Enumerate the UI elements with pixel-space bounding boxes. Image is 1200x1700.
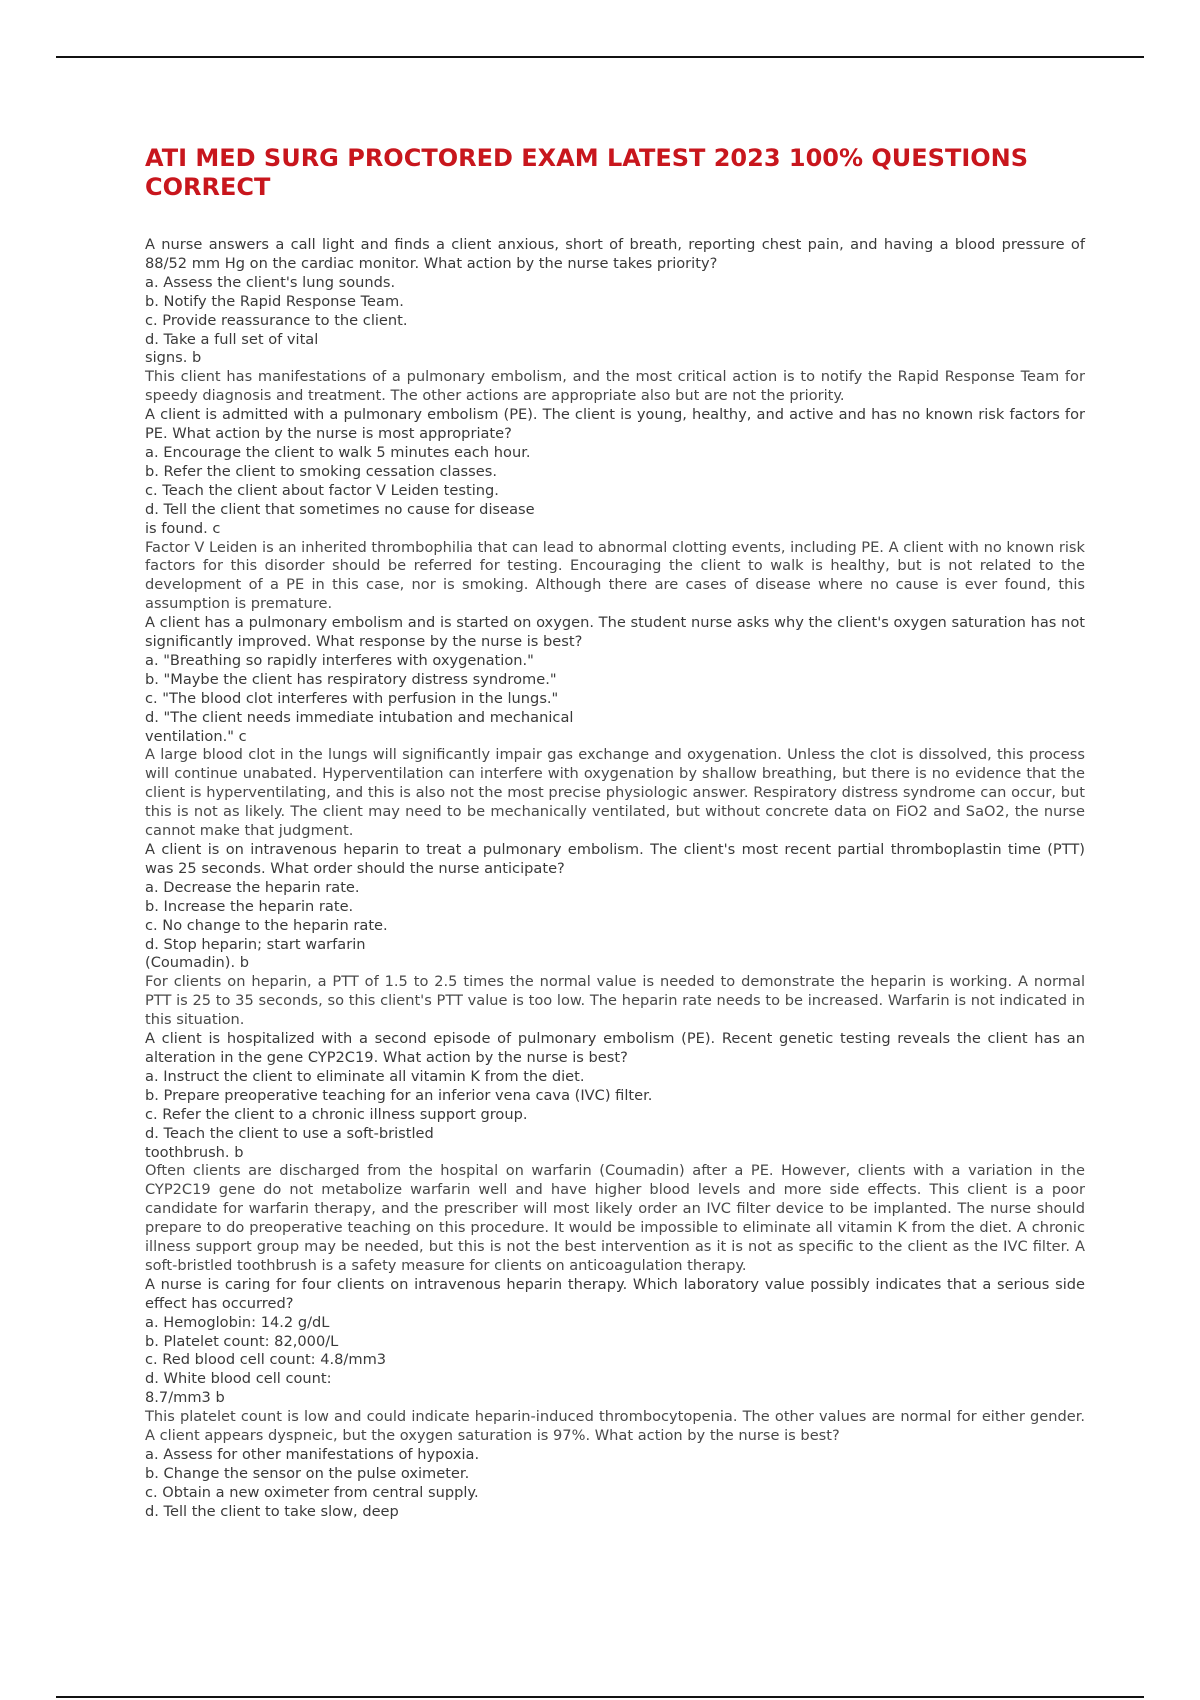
question-block bbox=[145, 841, 1085, 1030]
question-block bbox=[145, 406, 1085, 614]
answer-key: is found. c bbox=[145, 519, 221, 537]
answer-key: signs. b bbox=[145, 349, 202, 367]
answer-option: a. Decrease the heparin rate. bbox=[145, 878, 360, 896]
answer-option: c. "The blood clot interferes with perfusion in the lungs." bbox=[145, 689, 559, 707]
rationale: This platelet count is low and could indicate heparin-induced thrombocytopenia. The other values are normal for either gender. A client appears dyspneic, but the oxygen saturation is 97%. What action by the nurse is best? bbox=[145, 1408, 1085, 1445]
question-block bbox=[145, 236, 1085, 406]
answer-option: b. Platelet count: 82,000/L bbox=[145, 1332, 339, 1350]
answer-key: ventilation." c bbox=[145, 727, 247, 745]
answer-option: b. Notify the Rapid Response Team. bbox=[145, 292, 404, 310]
answer-option: c. Red blood cell count: 4.8/mm3 bbox=[145, 1351, 387, 1369]
rationale: Factor V Leiden is an inherited thrombophilia that can lead to abnormal clotting events, including PE. A client with no known risk factors for this disorder should be referred for testing. Encouraging the client to walk is healthy, but is not related to the development of a PE in this case, nor is smoking. Although there are cases of disease where no cause is ever found, this assumption is premature. bbox=[145, 538, 1085, 613]
answer-option: c. Teach the client about factor V Leiden testing. bbox=[145, 481, 499, 499]
answer-option: b. "Maybe the client has respiratory distress syndrome." bbox=[145, 670, 557, 688]
answer-option: a. Hemoglobin: 14.2 g/dL bbox=[145, 1313, 330, 1331]
answer-option: d. Take a full set of vital bbox=[145, 330, 319, 348]
document-body bbox=[145, 236, 1085, 1522]
answer-option: c. Refer the client to a chronic illness support group. bbox=[145, 1105, 528, 1123]
answer-key: (Coumadin). b bbox=[145, 954, 250, 972]
answer-key: 8.7/mm3 b bbox=[145, 1389, 225, 1407]
question-stem: A nurse is caring for four clients on intravenous heparin therapy. Which laboratory value possibly indicates that a serious side effect has occurred? bbox=[145, 1275, 1085, 1312]
answer-option: a. Assess the client's lung sounds. bbox=[145, 273, 396, 291]
bottom-rule bbox=[56, 1696, 1144, 1698]
answer-option: d. White blood cell count: bbox=[145, 1370, 332, 1388]
answer-option: b. Refer the client to smoking cessation classes. bbox=[145, 462, 497, 480]
answer-option: b. Increase the heparin rate. bbox=[145, 897, 354, 915]
question-block bbox=[145, 614, 1085, 841]
answer-option: d. Teach the client to use a soft-bristled bbox=[145, 1124, 434, 1142]
answer-option: b. Change the sensor on the pulse oximeter. bbox=[145, 1464, 470, 1482]
answer-key: toothbrush. b bbox=[145, 1143, 244, 1161]
answer-option: c. Obtain a new oximeter from central supply. bbox=[145, 1483, 479, 1501]
question-stem: A client has a pulmonary embolism and is started on oxygen. The student nurse asks why the client's oxygen saturation has not significantly improved. What response by the nurse is best? bbox=[145, 614, 1085, 651]
answer-option: d. Stop heparin; start warfarin bbox=[145, 935, 366, 953]
top-rule bbox=[56, 56, 1144, 58]
answer-option: a. "Breathing so rapidly interferes with oxygenation." bbox=[145, 651, 534, 669]
question-block bbox=[145, 1276, 1085, 1446]
rationale: A large blood clot in the lungs will significantly impair gas exchange and oxygenation. Unless the clot is dissolved, this process will continue unabated. Hyperventilation can interfere with oxygenation by shallow breathing, but there is no evidence that the client is hyperventilating, and this is also not the most precise physiologic answer. Respiratory distress syndrome can occur, but this is not as likely. The client may need to be mechanically ventilated, but without concrete data on FiO2 and SaO2, the nurse cannot make that judgment. bbox=[145, 746, 1085, 840]
answer-option: b. Prepare preoperative teaching for an inferior vena cava (IVC) filter. bbox=[145, 1086, 653, 1104]
answer-option: a. Instruct the client to eliminate all vitamin K from the diet. bbox=[145, 1067, 585, 1085]
answer-option: d. Tell the client to take slow, deep bbox=[145, 1502, 399, 1520]
answer-option: c. No change to the heparin rate. bbox=[145, 916, 388, 934]
answer-option: c. Provide reassurance to the client. bbox=[145, 311, 408, 329]
answer-option: a. Encourage the client to walk 5 minutes each hour. bbox=[145, 443, 531, 461]
rationale: Often clients are discharged from the hospital on warfarin (Coumadin) after a PE. However, clients with a variation in the CYP2C19 gene do not metabolize warfarin well and have higher blood levels and more side effects. This client is a poor candidate for warfarin therapy, and the prescriber will most likely order an IVC filter device to be implanted. The nurse should prepare to do preoperative teaching on this procedure. It would be impossible to eliminate all vitamin K from the diet. A chronic illness support group may be needed, but this is not the best intervention as it is not as specific to the client as the IVC filter. A soft-bristled toothbrush is a safety measure for clients on anticoagulation therapy. bbox=[145, 1162, 1085, 1274]
rationale: This client has manifestations of a pulmonary embolism, and the most critical action is to notify the Rapid Response Team for speedy diagnosis and treatment. The other actions are appropriate also but are not the priority. bbox=[145, 368, 1085, 405]
rationale: For clients on heparin, a PTT of 1.5 to 2.5 times the normal value is needed to demonstrate the heparin is working. A normal PTT is 25 to 35 seconds, so this client's PTT value is too low. The heparin rate needs to be increased. Warfarin is not indicated in this situation. bbox=[145, 973, 1085, 1029]
question-stem: A nurse answers a call light and finds a client anxious, short of breath, reporting chest pain, and having a blood pressure of 88/52 mm Hg on the cardiac monitor. What action by the nurse takes priority? bbox=[145, 236, 1085, 272]
question-block bbox=[145, 1030, 1085, 1276]
answer-option: d. "The client needs immediate intubation and mechanical bbox=[145, 708, 574, 726]
question-stem: A client is on intravenous heparin to treat a pulmonary embolism. The client's most recent partial thromboplastin time (PTT) was 25 seconds. What order should the nurse anticipate? bbox=[145, 841, 1085, 877]
answer-option: d. Tell the client that sometimes no cause for disease bbox=[145, 500, 535, 518]
document-title: ATI MED SURG PROCTORED EXAM LATEST 2023 100% QUESTIONS CORRECT bbox=[145, 144, 1029, 201]
answer-option: a. Assess for other manifestations of hypoxia. bbox=[145, 1446, 480, 1463]
question-block bbox=[145, 1446, 1085, 1522]
question-stem: A client is admitted with a pulmonary embolism (PE). The client is young, healthy, and active and has no known risk factors for PE. What action by the nurse is most appropriate? bbox=[145, 406, 1085, 443]
question-stem: A client is hospitalized with a second episode of pulmonary embolism (PE). Recent genetic testing reveals the client has an alteration in the gene CYP2C19. What action by the nurse is best? bbox=[145, 1030, 1085, 1066]
